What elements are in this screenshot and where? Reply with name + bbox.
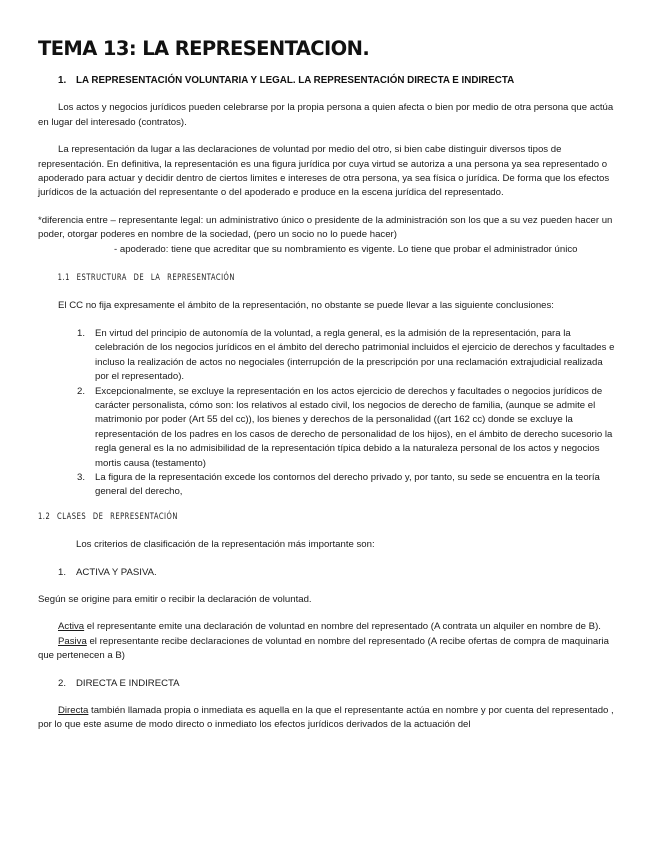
subsection-directa-indirecta xyxy=(38,677,616,691)
conclusions-list xyxy=(38,327,616,500)
section-1-title: LA REPRESENTACIÓN VOLUNTARIA Y LEGAL. LA REPRESENTACIÓN DIRECTA E INDIRECTA xyxy=(76,75,515,86)
subsection-number: 2. xyxy=(58,677,67,689)
list-item xyxy=(38,471,616,500)
paragraph-intro: Los actos y negocios jurídicos pueden celebrarse por la propia persona a quien afecta o bien por medio de otra persona que actúa en lugar del interesado (contratos). xyxy=(38,102,614,128)
section-1-1-heading: 1.1 ESTRUCTURA DE LA REPRESENTACIÓN xyxy=(57,272,235,284)
paragraph-pasiva xyxy=(38,635,616,664)
term-activa: Activa xyxy=(58,621,85,633)
subsection-label: DIRECTA E INDIRECTA xyxy=(76,677,180,689)
subsection-label: ACTIVA Y PASIVA. xyxy=(76,566,157,578)
subsection-activa-pasiva xyxy=(38,566,616,580)
note-apoderado: - apoderado: tiene que acreditar que su nombramiento es vigente. Lo tiene que probar el administrador único xyxy=(114,243,578,255)
list-item-text: La figura de la representación excede los contornos del derecho privado y, por tanto, su sede se encuentra en la teoría general del derecho, xyxy=(95,471,600,498)
note-representante-legal: *diferencia entre – representante legal: un administrativo único o presidente de la administración son los que a su vez pueden hacer un poder, otorgar poderes en nombre de la sociedad, (pero un socio no lo puede hacer) xyxy=(38,214,613,241)
term-pasiva: Pasiva xyxy=(58,635,87,647)
section-1-number: 1. xyxy=(58,75,67,86)
list-item xyxy=(38,385,616,471)
paragraph-activa xyxy=(38,620,616,634)
list-item-text: Excepcionalmente, se excluye la representación en los actos ejercicio de derechos y facultades o negocios jurídicos de carácter personalista, cómo son: los relativos al estado civil, los negocios de derecho de familia, (aunque se admite el matrimonio por poder (Art 55 del cc)), los bienes y derechos de la personalidad ((art 162 cc) donde se excluye la representación de los padres en los casos de derecho de personalidad de los hijos), en el ámbito de derecho sucesorio la regla general es la no admisibilidad de la representación típica debido a la naturaleza personal de los actos y negocios mortis causa (testamento) xyxy=(95,385,613,469)
list-item-number: 1. xyxy=(77,327,86,339)
list-item-number: 2. xyxy=(77,385,86,397)
document-title: TEMA 13: LA REPRESENTACION. xyxy=(38,37,370,60)
text-activa: el representante emite una declaración de voluntad en nombre del representado (A contrata un alquiler en nombre de B). xyxy=(84,621,601,633)
text-directa: también llamada propia o inmediata es aquella en la que el representante actúa en nombre y por cuenta del representado , por lo que este asume de modo directo o inmediato los efectos jurídicos derivados de la actuación del xyxy=(38,705,614,731)
paragraph-cc: El CC no fija expresamente el ámbito de la representación, no obstante se puede llevar a las siguiente conclusiones: xyxy=(58,300,554,312)
list-item xyxy=(38,327,616,385)
term-directa: Directa xyxy=(58,705,89,716)
paragraph-directa xyxy=(38,704,616,733)
section-1-2-heading: 1.2 CLASES DE REPRESENTACIÓN xyxy=(38,510,178,522)
text-pasiva: el representante recibe declaraciones de voluntad en nombre del representado (A recibe ofertas de compra de maquinaria que pertenecen a B) xyxy=(38,635,609,662)
subsection-number: 1. xyxy=(58,566,67,578)
paragraph-segun: Según se origine para emitir o recibir la declaración de voluntad. xyxy=(38,593,312,605)
document-page xyxy=(38,36,616,746)
list-item-number: 3. xyxy=(77,471,86,483)
paragraph-definition: La representación da lugar a las declaraciones de voluntad por medio del otro, si bien cabe distinguir diversos tipos de representación. En definitiva, la representación es una figura jurídica por cuya virtud se autoriza a una persona ya sea representado o apoderado para actuar y decidir dentro de ciertos limites e intereses de otra persona, ya sea física o jurídica. De forma que los efectos jurídicos de la actuación del representante o del apoderado e produce en la escena jurídica del representado. xyxy=(38,144,610,199)
section-1-heading xyxy=(38,74,616,88)
list-item-text: En virtud del principio de autonomía de la voluntad, a regla general, es la admisión de la representación, para la celebración de los negocios jurídicos en el ámbito del derecho patrimonial incluidos el ejercicio de derechos y facultades e incluso la realización de actos no negociales (interrupción de la prescripción por una reclamación extrajudicial realizada por el representado). xyxy=(95,327,615,383)
paragraph-criterios: Los criterios de clasificación de la representación más importante son: xyxy=(76,539,375,551)
